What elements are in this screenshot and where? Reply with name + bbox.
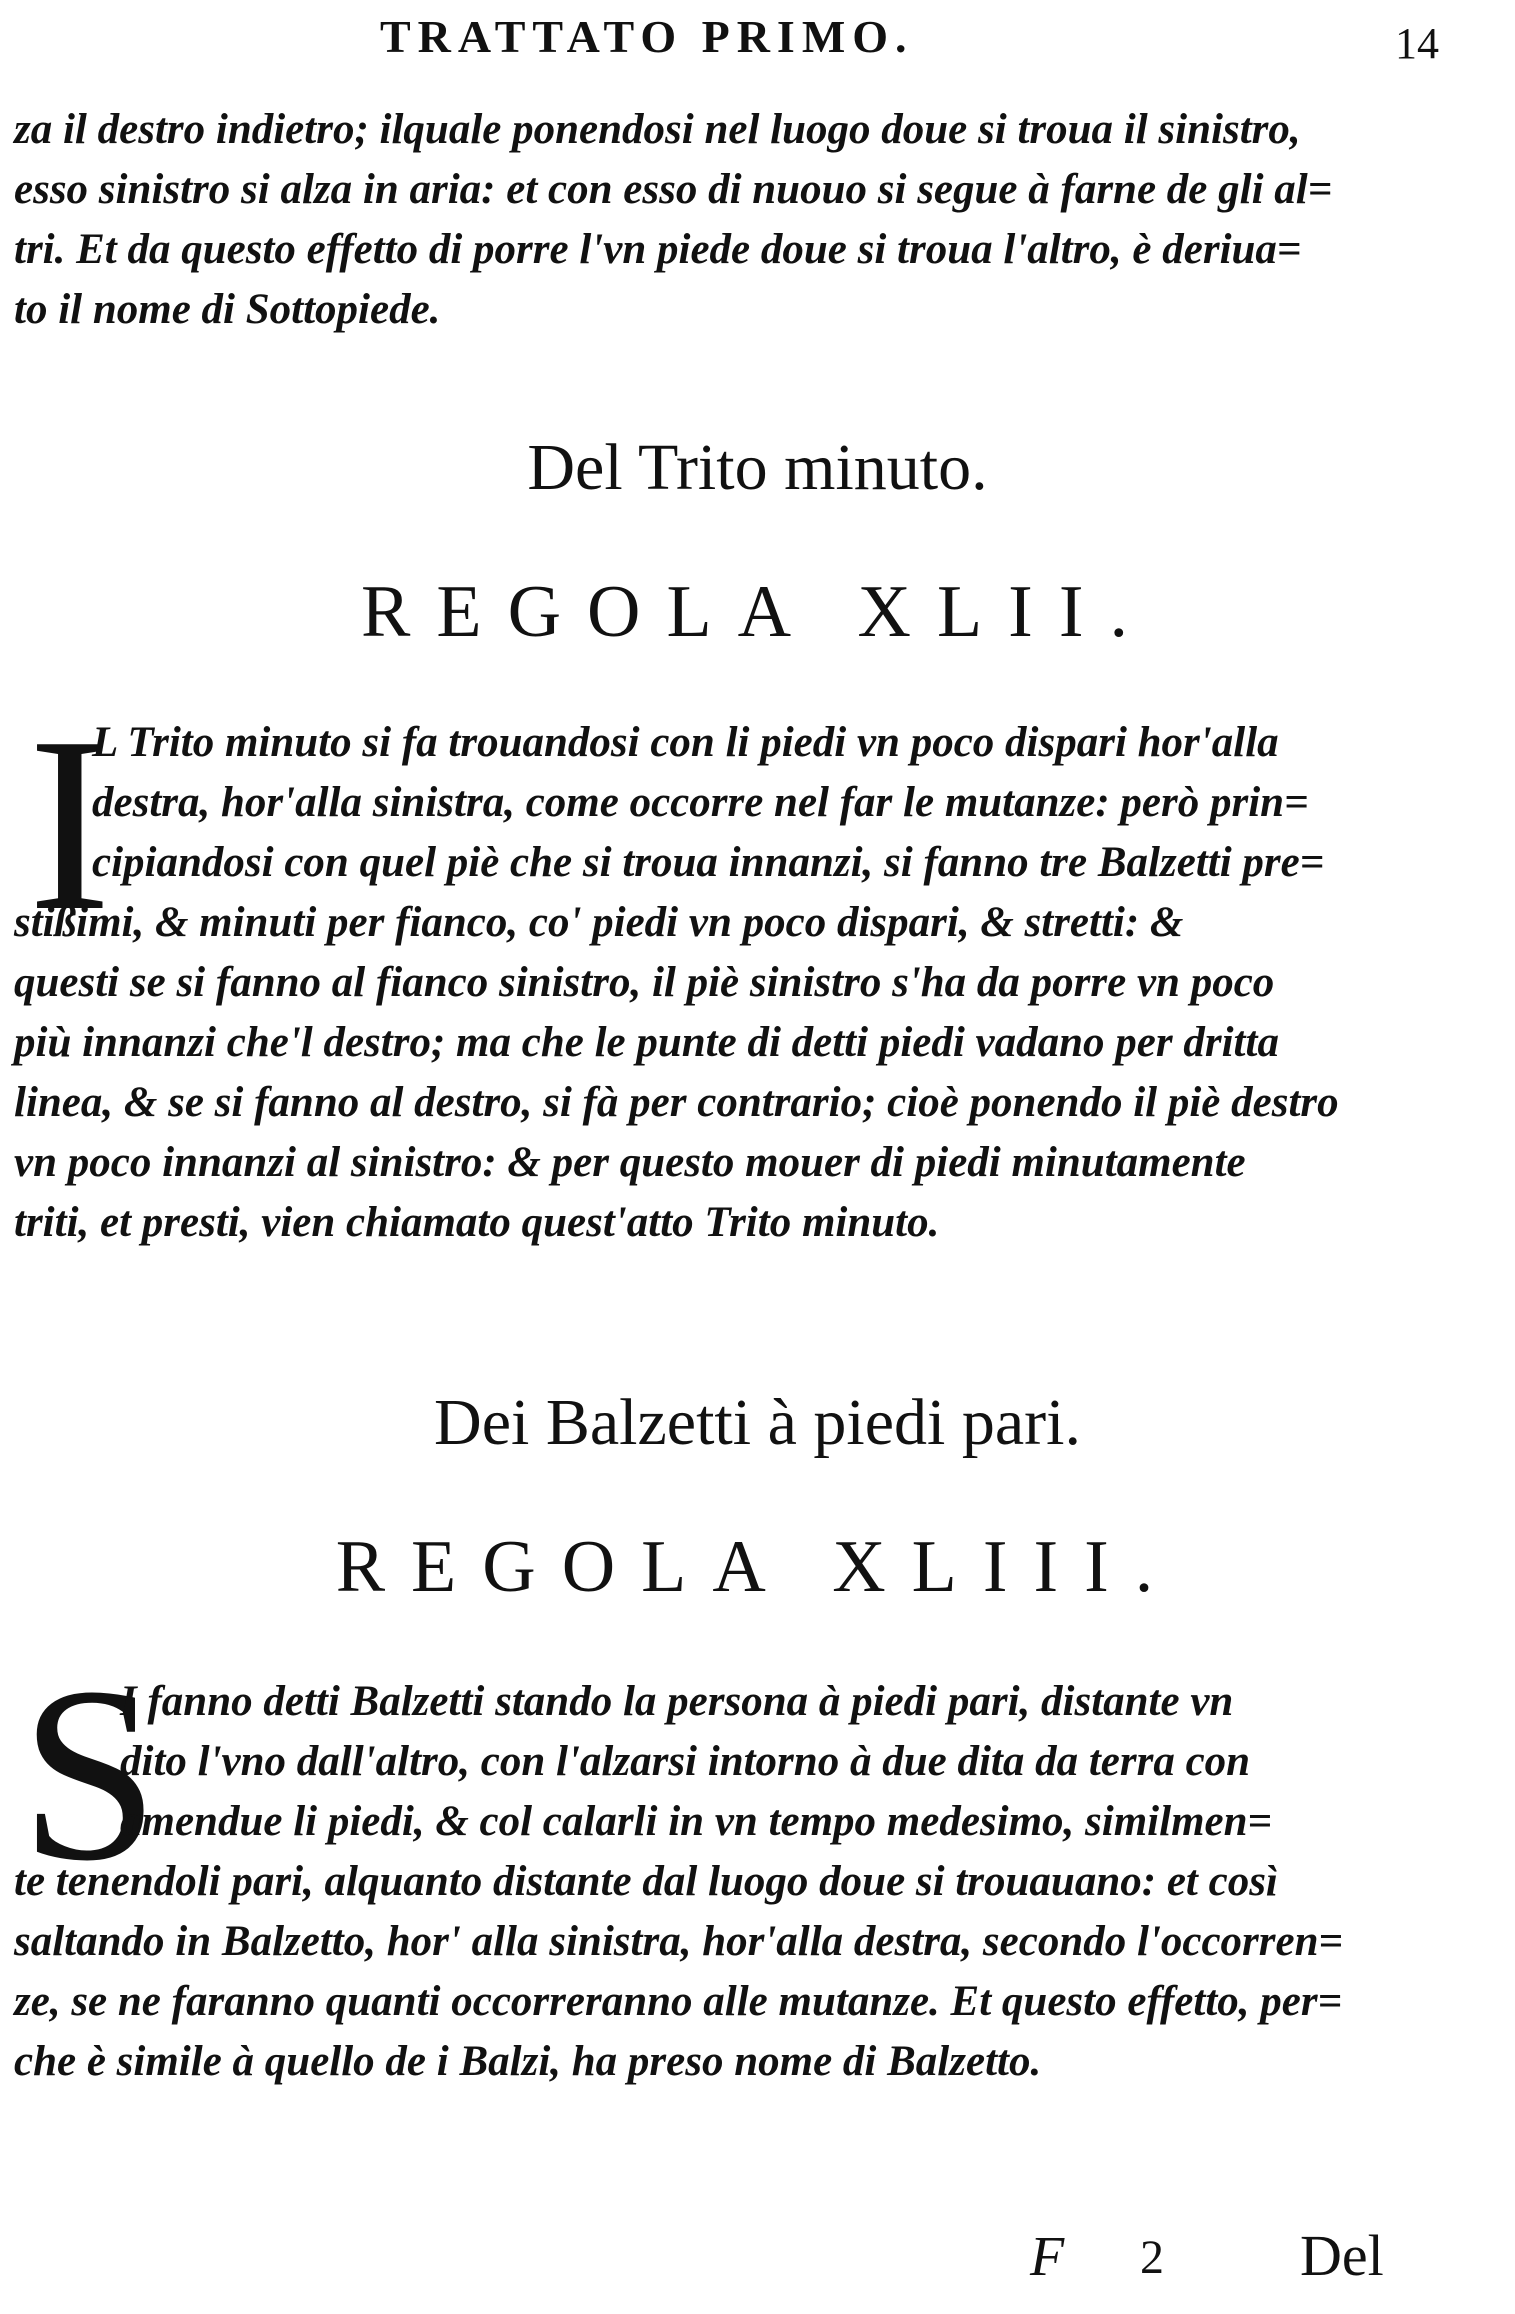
- rule-text-line: dito l'vno dall'altro, con l'alzarsi intorno à due dita da terra con: [120, 1738, 1251, 1785]
- drop-cap-i: I: [28, 686, 112, 963]
- regola-xliii: REGOLA XLIII.: [335, 1526, 1180, 1608]
- rule-text-line: questi se si fanno al fianco sinistro, il piè sinistro s'ha da porre vn poco: [14, 959, 1275, 1006]
- rule-text-line: vn poco innanzi al sinistro: & per questo mouer di piedi minutamente: [14, 1139, 1246, 1186]
- rule-text-line: saltando in Balzetto, hor' alla sinistra, hor'alla destra, secondo l'occorren=: [14, 1918, 1344, 1965]
- regola-xlii: REGOLA XLII.: [361, 571, 1154, 653]
- rule-text-line: cipiandosi con quel piè che si troua innanzi, si fanno tre Balzetti pre=: [92, 839, 1325, 886]
- rule-text-line: L Trito minuto si fa trouandosi con li piedi vn poco dispari hor'alla: [92, 719, 1279, 766]
- intro-line: za il destro indietro; ilquale ponendosi nel luogo doue si troua il sinistro,: [14, 106, 1301, 153]
- rule-text-line: che è simile à quello de i Balzi, ha preso nome di Balzetto.: [14, 2038, 1042, 2085]
- rule-text-line: triti, et presti, vien chiamato quest'atto Trito minuto.: [14, 1199, 940, 1246]
- signature-mark: F: [1030, 2226, 1065, 2288]
- rule-text-line: te tenendoli pari, alquanto distante dal luogo doue si trouauano: et così: [14, 1858, 1278, 1905]
- page-number: 14: [1395, 19, 1439, 68]
- rule-text-line: stißimi, & minuti per fianco, co' piedi vn poco dispari, & stretti: &: [14, 899, 1184, 946]
- rule-text-line: destra, hor'alla sinistra, come occorre nel far le mutanze: però prin=: [92, 779, 1309, 826]
- drop-cap-s: S: [20, 1636, 160, 1913]
- section-heading-balzetti: Dei Balzetti à piedi pari.: [434, 1386, 1081, 1459]
- intro-line: to il nome di Sottopiede.: [14, 286, 441, 333]
- intro-line: tri. Et da questo effetto di porre l'vn piede doue si troua l'altro, è deriua=: [14, 226, 1302, 273]
- rule-text-line: linea, & se si fanno al destro, si fà per contrario; cioè ponendo il piè destro: [14, 1079, 1339, 1126]
- rule-text-line: ze, se ne faranno quanti occorreranno alle mutanze. Et questo effetto, per=: [14, 1978, 1343, 2025]
- running-head: TRATTATO PRIMO.: [380, 11, 914, 62]
- signature-number: 2: [1140, 2231, 1164, 2284]
- rule-text-line: amendue li piedi, & col calarli in vn tempo medesimo, similmen=: [120, 1798, 1273, 1845]
- rule-text-line: più innanzi che'l destro; ma che le punte di detti piedi vadano per dritta: [14, 1019, 1279, 1066]
- intro-line: esso sinistro si alza in aria: et con esso di nuouo si segue à farne de gli al=: [14, 166, 1333, 213]
- section-heading-trito-minuto: Del Trito minuto.: [527, 431, 988, 504]
- catchword: Del: [1300, 2223, 1384, 2288]
- rule-text-line: I fanno detti Balzetti stando la persona à piedi pari, distante vn: [120, 1678, 1234, 1725]
